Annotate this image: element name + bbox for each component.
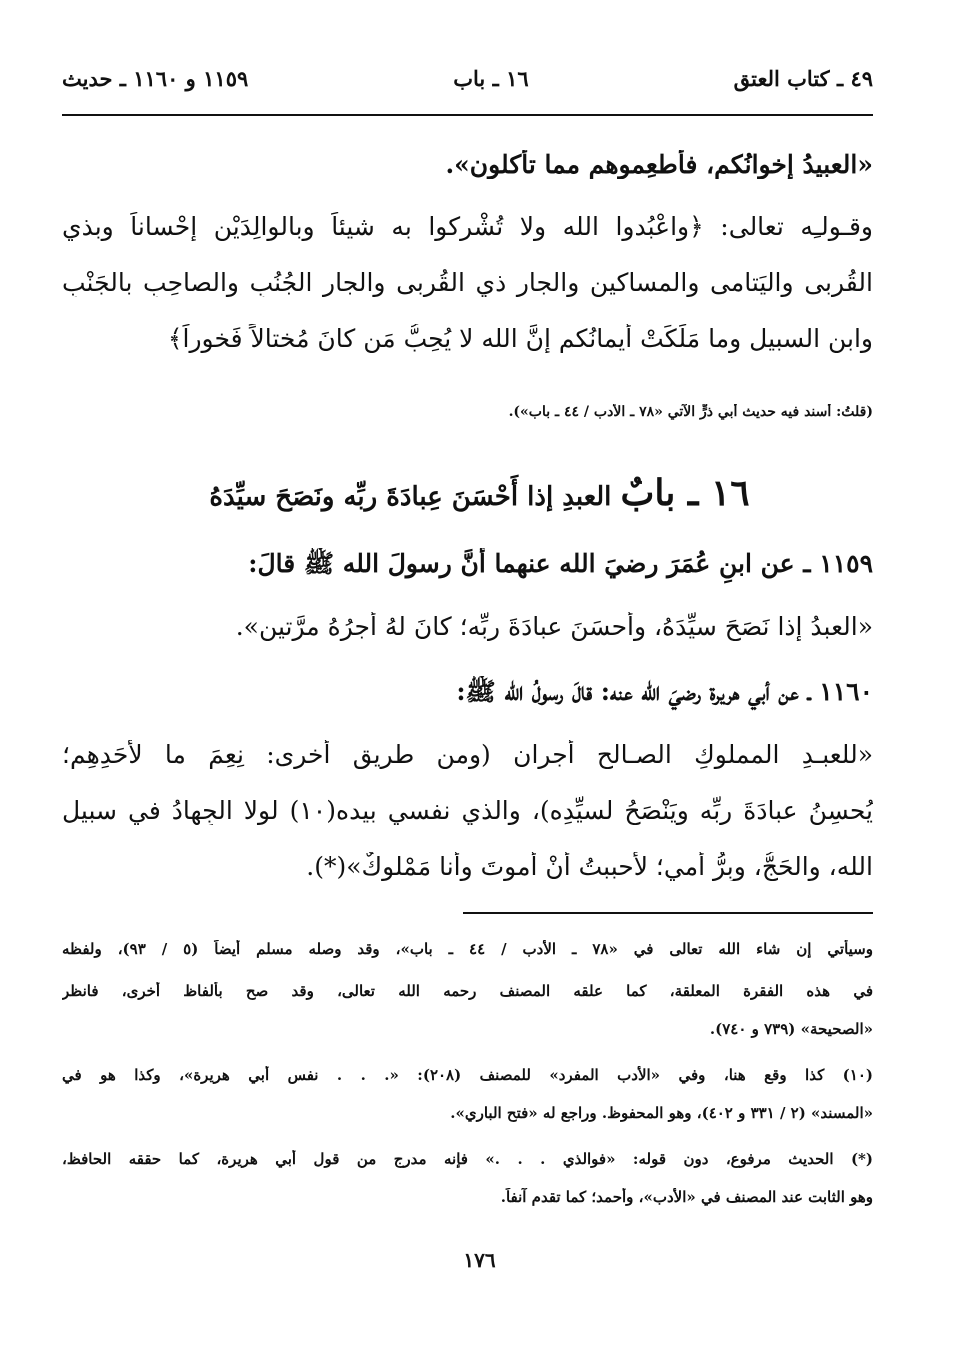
footnote-divider (463, 912, 873, 914)
header-divider (62, 114, 873, 116)
footnote-star-line-2: وهو الثابت عند المصنف في «الأدب»، وأحمد؛ كما تقدم آنفاً. (500, 1188, 873, 1206)
footnote-0-line-2: في هذه الفقرة المعلقة، كما علقه المصنف رحمه الله تعالى، وقد صح بألفاظ أخرى، فانظر (62, 982, 873, 1000)
hadith-1159-text: «العبدُ إذا نَصَحَ سيِّدَهُ، وأَحسَنَ عبادَةَ ربِّه؛ كانَ لهُ أَجرُهُ مرَّتينِ». (235, 612, 873, 641)
verse-line-2: القُربى واليَتامى والمساكينِ والجارِ ذي القُربى والجارِ الجُنُبِ والصاحِبِ بالجَنْبِ (62, 268, 873, 297)
footnote-star-line-1: (*) الحديث مرفوع، دون قوله: «فوالذي . . .» فإنه مدرج من قول أبي هريرة، كما حققه الحافظ، (62, 1150, 873, 1168)
hadith-1160-line-1: «للعبـدِ المملوكِ الصـالحِ أجرانِ (ومن طريق أُخرى: نِعِمَ ما لأحَدِهِم؛ (62, 740, 873, 769)
footnote-0-line-1: وسيأتي إن شاء الله تعالى في «٧٨ ـ الأدب / ٤٤ ـ باب»، وقد وصله مسلم أيضاً (٥ / ٩٣)، ولفظه (62, 940, 873, 958)
footnote-0-line-3: «الصحيحة» (٧٣٩ و ٧٤٠). (709, 1020, 873, 1038)
footnote-10-line-1: (١٠) كذا وقع هنا، وفي «الأدب المفرد» للمصنف (٢٠٨): «. . . نفس أبي هريرة»، وكذا هو في (62, 1066, 873, 1084)
chapter-title: العبدِ إذا أَحْسَنَ عِبادَةَ ربِّه ونَصَحَ سيِّدَهُ (209, 482, 612, 512)
page-number: ١٧٦ (463, 1248, 496, 1272)
footnote-10-line-2: «المسند» (٢ / ٣٣١ و ٤٠٢)، وهو المحفوظ. وراجع له «فتح الباري». (450, 1104, 873, 1122)
text-line-1: «العبيدُ إخوانُكم، فأطعِموهم مما تأكلون». (445, 150, 873, 179)
header-chapter: ١٦ ـ باب (453, 65, 529, 91)
header-hadith-range: ١١٥٩ و ١١٦٠ ـ حديث (62, 65, 249, 91)
chapter-number: ١٦ ـ بابٌ (620, 472, 750, 514)
verse-line-1: وقـولـِه تعالى: ﴿واعْبُدوا الله ولا تُشْركوا به شيئاً وبالوالِدَيْنِ إِحْساناً وبذي (62, 212, 873, 241)
hadith-1160-intro: ١١٦٠ ـ عن أبي هريرة رضيَ الله عنه: قالَ رسولُ الله ﷺ: (456, 677, 873, 706)
verse-line-3: وابنِ السبيلِ وما مَلَكَتْ أيمانُكم إِنَّ الله لا يُحِبُّ مَن كانَ مُختالاً فَخوراً﴾ (167, 324, 873, 353)
running-header (62, 58, 873, 98)
editor-note: (قلتُ: أسند فيه حديث أبي ذرٍّ الآتي «٧٨ ـ الأدب / ٤٤ ـ باب»). (508, 404, 873, 420)
hadith-1159-intro: ١١٥٩ ـ عن ابنِ عُمَرَ رضيَ الله عنهما أَنَّ رسولَ الله ﷺ قالَ: (248, 549, 873, 578)
hadith-1160-line-3: الله، والحَجُّ، وبِرُّ أمي؛ لأحببتُ أنْ أموتَ وأنا مَمْلوكٌ»(*). (306, 852, 873, 881)
hadith-1160-line-2: يُحسِنُ عبادَةَ ربِّه ويَنْصَحُ لسيِّدِه)، والذي نفسي بيده(١٠) لولا الجِهادُ في سبيلِ (62, 796, 873, 825)
header-book-title: ٤٩ ـ كتاب العتق (733, 65, 873, 91)
chapter-heading (60, 472, 899, 514)
